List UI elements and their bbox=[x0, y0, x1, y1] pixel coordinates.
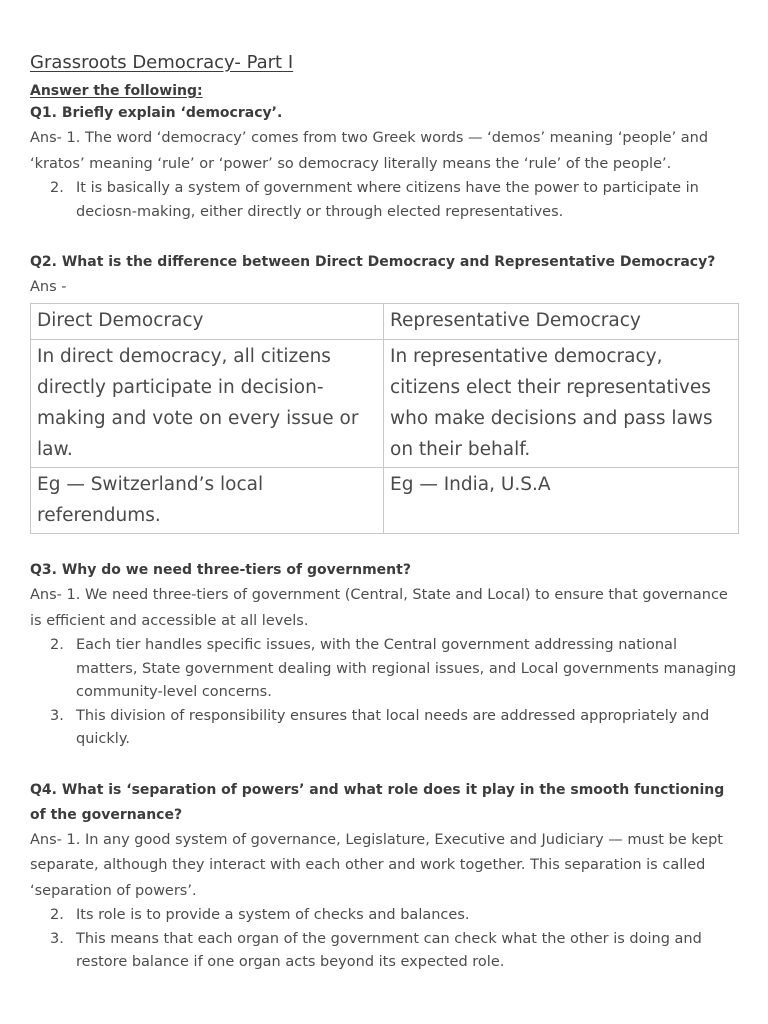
table-cell: In representative democracy, citizens elect their representatives who make decisions and pass laws on their behalf. bbox=[384, 340, 739, 468]
list-item-text: Each tier handles specific issues, with the Central government addressing national matters, State government dealing with regional issues, and Local governments managing community-level concerns. bbox=[76, 637, 737, 700]
list-item bbox=[30, 928, 738, 975]
list-item bbox=[30, 904, 738, 928]
question-block-2 bbox=[30, 250, 738, 534]
question-block-4 bbox=[30, 778, 738, 975]
table-cell: Eg — Switzerland’s local referendums. bbox=[31, 468, 384, 534]
list-item-number: 3. bbox=[50, 930, 64, 947]
question-4: Q4. What is ‘separation of powers’ and what role does it play in the smooth functioning of the governance? bbox=[30, 781, 725, 823]
question-2: Q2. What is the difference between Direct Democracy and Representative Democracy? bbox=[30, 254, 716, 270]
table-row bbox=[31, 468, 739, 534]
table-cell: In direct democracy, all citizens directly participate in decision-making and vote on every issue or law. bbox=[31, 340, 384, 468]
list-item-number: 2. bbox=[50, 637, 64, 653]
list-item-number: 2. bbox=[50, 907, 64, 923]
comparison-table bbox=[30, 303, 739, 534]
instruction-heading: Answer the following: bbox=[30, 83, 203, 99]
list-item-text: This means that each organ of the government can check what the other is doing and restore balance if one organ acts beyond its expected role. bbox=[76, 930, 702, 970]
document-page bbox=[30, 50, 738, 975]
answer-1-intro: Ans- 1. The word ‘democracy’ comes from two Greek words — ‘demos’ meaning ‘people’ and ‘kratos’ meaning ‘rule’ or ‘power’ so democracy literally means the ‘rule’ of the people’. bbox=[30, 130, 709, 172]
question-1: Q1. Briefly explain ‘democracy’. bbox=[30, 105, 283, 121]
table-header-cell: Representative Democracy bbox=[384, 304, 739, 340]
answer-4-intro: Ans- 1. In any good system of governance, Legislature, Executive and Judiciary — must be kept separate, although they interact with each other and work together. This separation is called ‘separation of powers’. bbox=[30, 831, 723, 899]
page-title: Grassroots Democracy- Part I bbox=[30, 52, 294, 73]
question-3: Q3. Why do we need three-tiers of government? bbox=[30, 562, 411, 578]
answer-2-label: Ans - bbox=[30, 279, 67, 295]
table-header-row bbox=[31, 304, 739, 340]
answer-3-intro: Ans- 1. We need three-tiers of government (Central, State and Local) to ensure that governance is efficient and accessible at all levels. bbox=[30, 587, 728, 629]
list-item-text: Its role is to provide a system of checks and balances. bbox=[76, 907, 470, 923]
list-item-text: It is basically a system of government where citizens have the power to participate in deciosn-making, either directly or through elected representatives. bbox=[76, 180, 699, 220]
table-cell: Eg — India, U.S.A bbox=[384, 468, 739, 534]
question-block-3 bbox=[30, 558, 738, 752]
answer-1-points bbox=[30, 177, 738, 224]
list-item bbox=[30, 177, 738, 224]
table-row bbox=[31, 340, 739, 468]
table-header-cell: Direct Democracy bbox=[31, 304, 384, 340]
question-block-1 bbox=[30, 101, 738, 224]
list-item bbox=[30, 634, 738, 705]
answer-3-points bbox=[30, 634, 738, 752]
list-item-number: 3. bbox=[50, 707, 64, 724]
list-item-text: This division of responsibility ensures that local needs are addressed appropriately and quickly. bbox=[76, 707, 710, 747]
list-item bbox=[30, 705, 738, 752]
list-item-number: 2. bbox=[50, 180, 64, 196]
answer-4-points bbox=[30, 904, 738, 975]
